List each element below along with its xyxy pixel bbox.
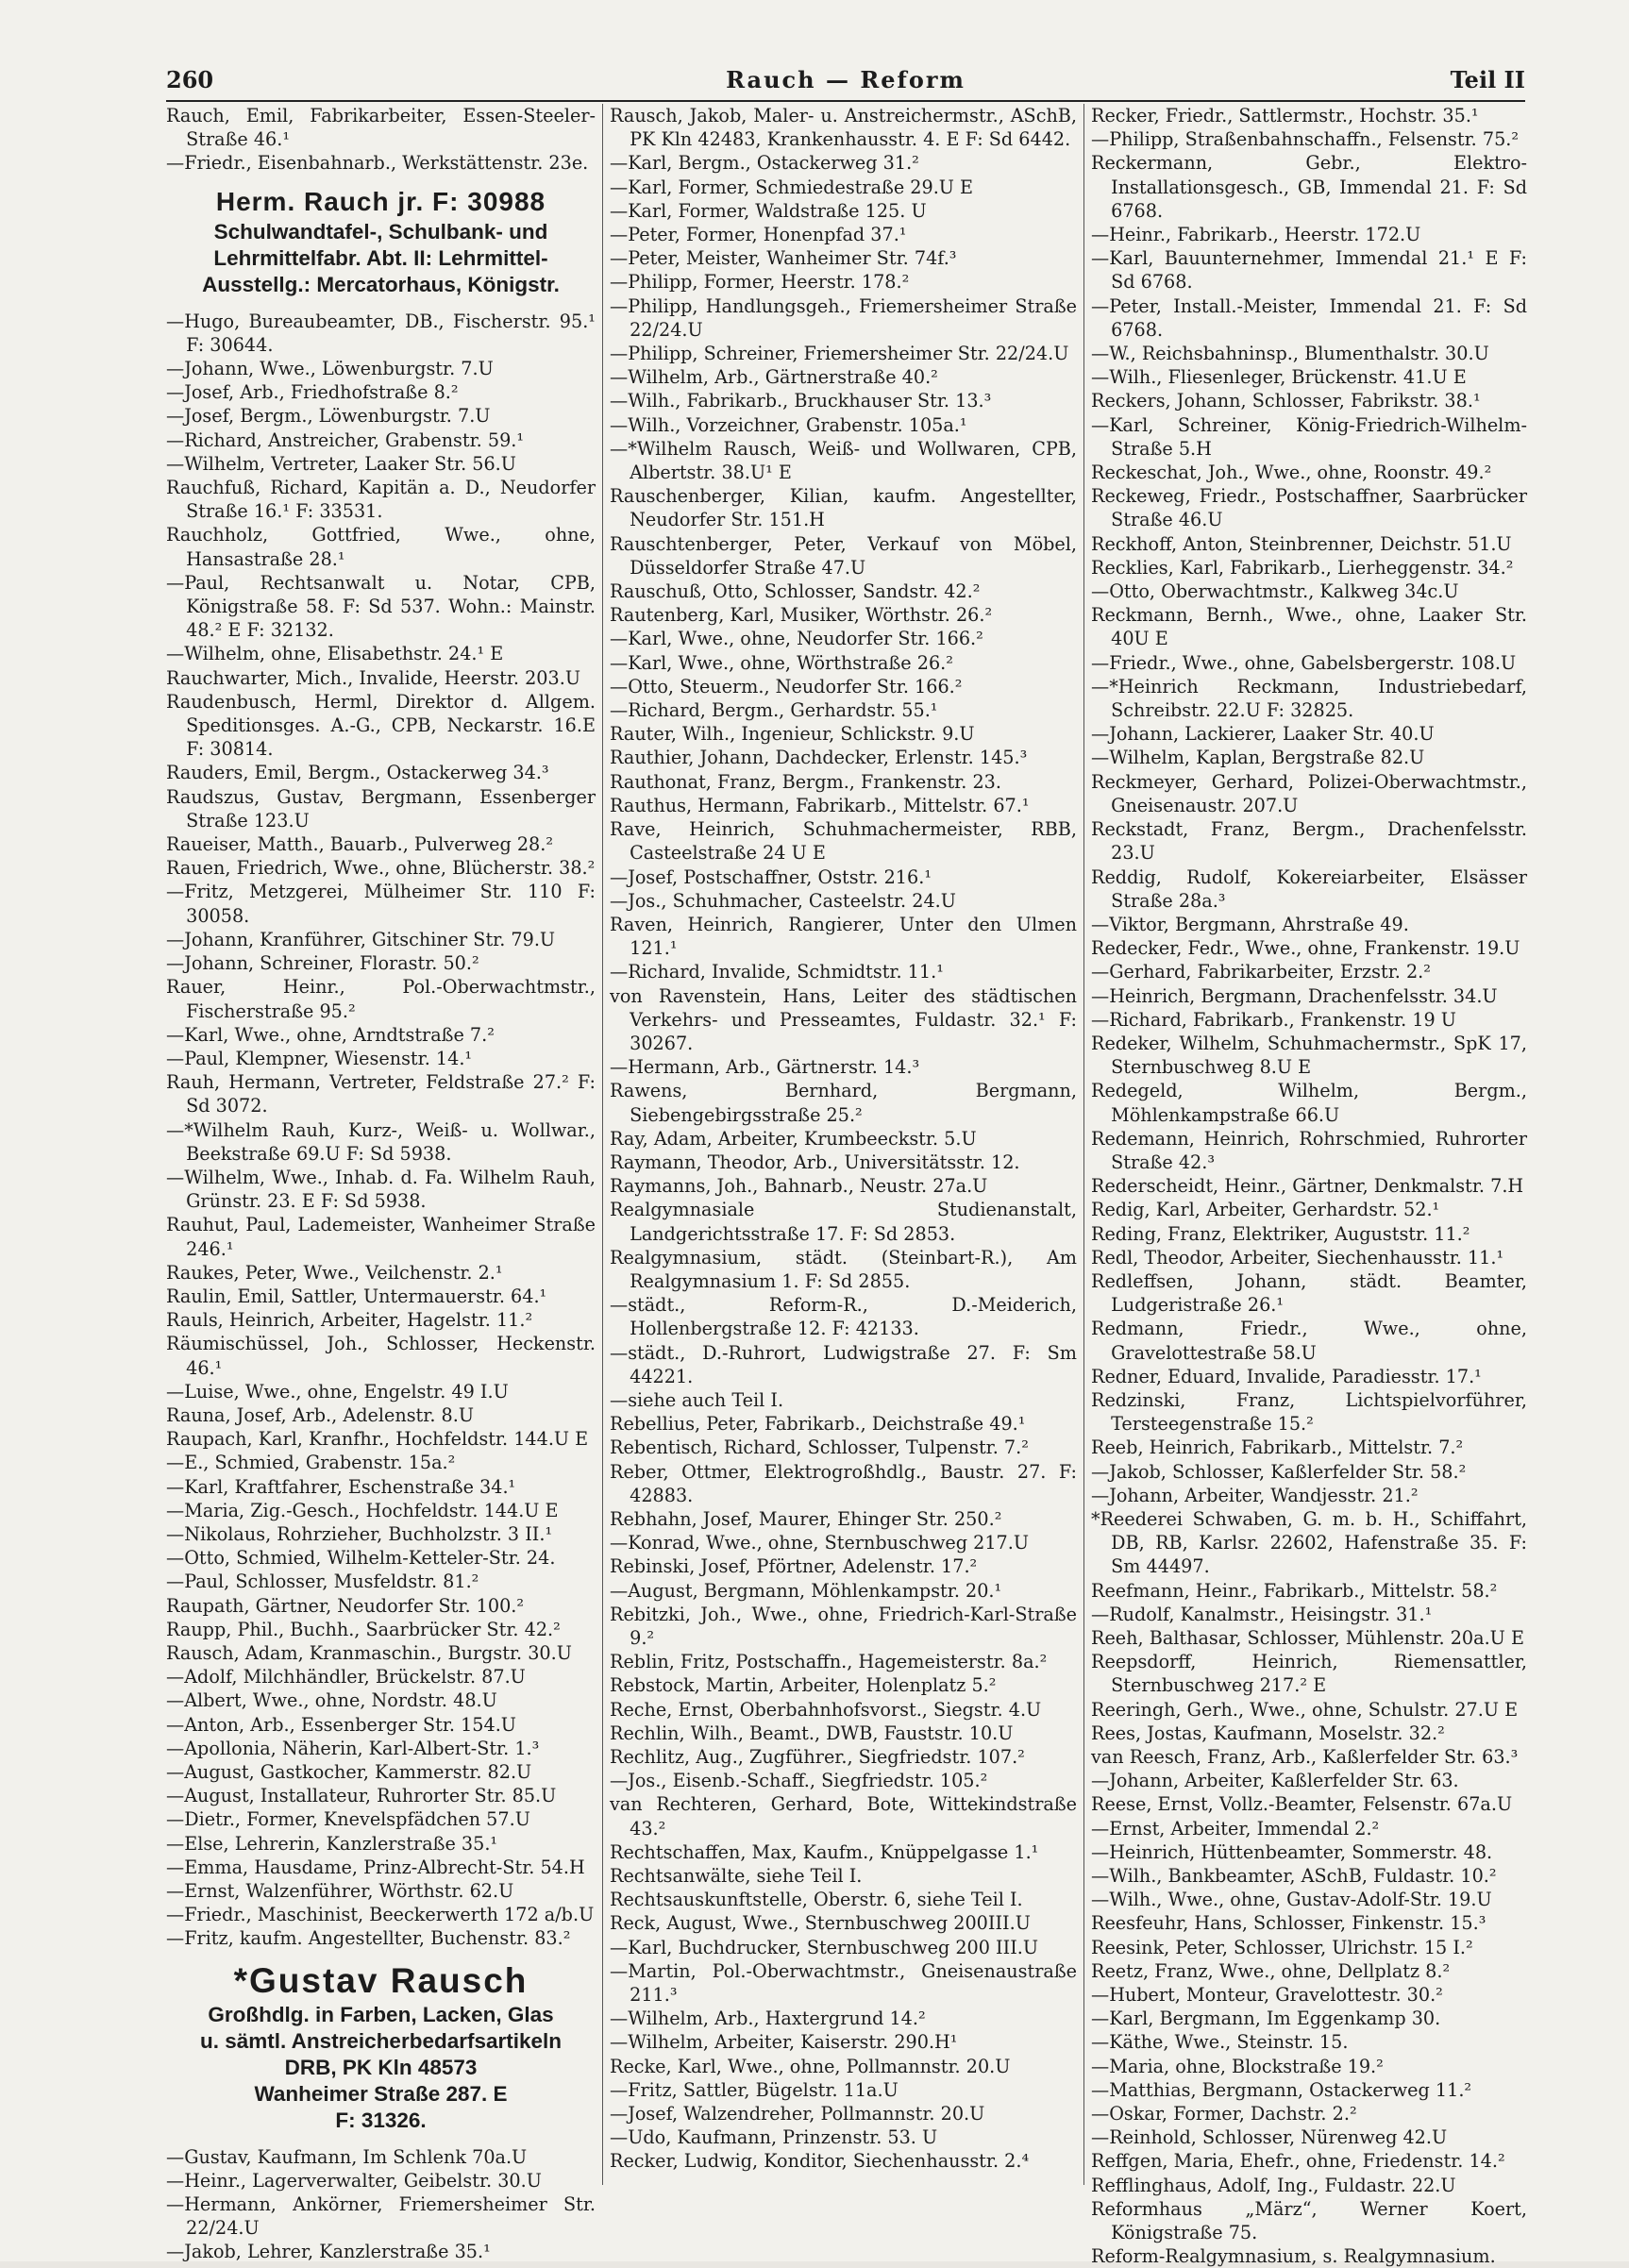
part-label: Teil II [1450,66,1525,93]
directory-entry: —Paul, Klempner, Wiesenstr. 14.¹ [166,1047,473,1069]
directory-entry: —Karl, Bergmann, Im Eggenkamp 30. [1091,2008,1441,2030]
advertisement-heading: Herm. Rauch jr. F: 30988 [215,186,546,216]
directory-entry: —Josef, Arb., Friedhofstraße 8.² [166,381,459,404]
directory-entry: Rave, Heinrich, Schuhmachermeister, RBB, Casteelstraße 24 U E [610,818,1077,865]
directory-entry: —Konrad, Wwe., ohne, Sternbuschweg 217.U [610,1532,1030,1554]
directory-entry: Rauter, Wilh., Ingenieur, Schlickstr. 9.U [610,723,975,746]
directory-entry: —Käthe, Wwe., Steinstr. 15. [1091,2031,1349,2054]
directory-entry: Rauch, Emil, Fabrikarbeiter, Essen-Steeler-Straße 46.¹ [166,105,596,151]
directory-entry: Recker, Ludwig, Konditor, Siechenhausstr. 2.⁴ [610,2150,1030,2173]
directory-entry: —Wilh., Bankbeamter, ASchB, Fuldastr. 10.² [1091,1865,1497,1888]
directory-entry: Raudszus, Gustav, Bergmann, Essenberger Straße 123.U [166,785,596,832]
directory-entry: Reformhaus „März“, Werner Koert, Königstraße 75. [1091,2197,1527,2244]
directory-entry: Reeh, Balthasar, Schlosser, Mühlenstr. 20a.U E [1091,1627,1524,1649]
directory-entry: —städt., Reform-R., D.-Meiderich, Hollenbergstraße 12. F: 42133. [610,1294,1077,1340]
directory-entry: —Fritz, Sattler, Bügelstr. 11a.U [610,2078,898,2101]
directory-entry: —Karl, Kraftfahrer, Eschenstraße 34.¹ [166,1475,516,1498]
directory-entry: —Udo, Kaufmann, Prinzenstr. 53. U [610,2126,938,2149]
directory-entry: —Richard, Fabrikarb., Frankenstr. 19 U [1091,1008,1456,1031]
directory-entry: Raupp, Phil., Buchh., Saarbrücker Str. 42.² [166,1618,561,1640]
page-number: 260 [166,66,214,93]
directory-entry: Reblin, Fritz, Postschaffn., Hagemeisterstr. 8a.² [610,1651,1048,1673]
directory-entry: Reesfeuhr, Hans, Schlosser, Finkenstr. 15.³ [1091,1912,1486,1935]
directory-entry: Rebentisch, Richard, Schlosser, Tulpenstr. 7.² [610,1436,1029,1459]
directory-entry: Reckeweg, Friedr., Postschaffner, Saarbrücker Straße 46.U [1091,485,1527,531]
directory-entry: Redl, Theodor, Arbeiter, Siechenhausstr. 11.¹ [1091,1246,1504,1268]
directory-entry: —Luise, Wwe., ohne, Engelstr. 49 I.U [166,1380,509,1403]
directory-entry: —Josef, Bergm., Löwenburgstr. 7.U [166,405,491,428]
directory-entry: Raulin, Emil, Sattler, Untermauerstr. 64.¹ [166,1285,547,1307]
directory-entry: —Anton, Arb., Essenberger Str. 154.U [166,1713,516,1736]
directory-entry: Rautenberg, Karl, Musiker, Wörthstr. 26.² [610,604,993,627]
directory-entry: —Gustav, Kaufmann, Im Schlenk 70a.U [166,2145,528,2168]
directory-entry: —Wilhelm, Arbeiter, Kaiserstr. 290.H¹ [610,2031,958,2054]
directory-entry: —Ernst, Arbeiter, Immendal 2.² [1091,1817,1380,1840]
directory-entry: Reeringh, Gerh., Wwe., ohne, Schulstr. 27.U E [1091,1698,1519,1721]
directory-entry: Rebhahn, Josef, Maurer, Ehinger Str. 250.² [610,1507,1002,1530]
directory-entry: —Johann, Kranführer, Gitschiner Str. 79.U [166,928,556,950]
directory-entry: Rauschtenberger, Peter, Verkauf von Möbel, Düsseldorfer Straße 47.U [610,532,1077,579]
directory-entry: —städt., D.-Ruhrort, Ludwigstraße 27. F: Sm 44221. [610,1341,1077,1387]
directory-entry: —Jakob, Schlosser, Kaßlerfelder Str. 58.² [1091,1460,1467,1483]
advertisement [166,1960,596,2134]
directory-entry: Raueiser, Matth., Bauarb., Pulverweg 28.² [166,833,554,856]
directory-entry: —Jos., Eisenb.-Schaff., Siegfriedstr. 105.² [610,1770,988,1792]
directory-entry: —Ernst, Walzenführer, Wörthstr. 62.U [166,1880,514,1903]
directory-entry: —Heinr., Fabrikarb., Heerstr. 172.U [1091,224,1421,246]
directory-entry: —Richard, Bergm., Gerhardstr. 55.¹ [610,699,938,722]
directory-entry: Recklies, Karl, Fabrikarb., Lierheggenstr. 34.² [1091,556,1514,579]
directory-entry: —Wilhelm, Arb., Gärtnerstraße 40.² [610,366,938,389]
directory-entry: —Karl, Buchdrucker, Sternbuschweg 200 III.U [610,1936,1039,1958]
directory-entry: Reckers, Johann, Schlosser, Fabrikstr. 38.¹ [1091,390,1481,412]
directory-entry: van Reesch, Franz, Arb., Kaßlerfelder Str. 63.³ [1091,1746,1519,1769]
directory-entry: Rechtsauskunftstelle, Oberstr. 6, siehe Teil I. [610,1889,1023,1911]
advertisement-line: Großhdlg. in Farben, Lacken, Glas [208,2002,554,2026]
directory-entry: —Paul, Rechtsanwalt u. Notar, CPB, Königstraße 58. F: Sd 537. Wohn.: Mainstr. 48.² E F: 32132. [166,571,596,642]
directory-entry: —E., Schmied, Grabenstr. 15a.² [166,1452,456,1474]
directory-entry: —Josef, Walzendreher, Pollmannstr. 20.U [610,2103,985,2125]
directory-entry: Reffgen, Maria, Ehefr., ohne, Friedenstr. 14.² [1091,2150,1505,2173]
directory-entry: Reckeschat, Joh., Wwe., ohne, Roonstr. 49.² [1091,462,1492,484]
directory-entry: Raudenbusch, Herml, Direktor d. Allgem. Speditionsges. A.-G., CPB, Neckarstr. 16.E F: 30814. [166,690,596,761]
directory-entry: Reber, Ottmer, Elektrogroßhdlg., Baustr. 27. F: 42883. [610,1460,1077,1506]
directory-entry: —Peter, Meister, Wanheimer Str. 74f.³ [610,247,957,270]
directory-entry: Rauthus, Hermann, Fabrikarb., Mittelstr. 67.¹ [610,794,1030,816]
directory-entry: —Maria, Zig.-Gesch., Hochfeldstr. 144.U E [166,1499,559,1521]
advertisement [166,185,596,298]
directory-entry: Rauen, Friedrich, Wwe., ohne, Blücherstr. 38.² [166,857,596,880]
directory-entry: —Dietr., Former, Knevelspfädchen 57.U [166,1808,530,1831]
directory-entry: Redzinski, Franz, Lichtspielvorführer, Tersteegenstraße 15.² [1091,1388,1527,1436]
directory-entry: Räumischüssel, Joh., Schlosser, Heckenstr. 46.¹ [166,1333,596,1379]
directory-entry: —Karl, Wwe., ohne, Neudorfer Str. 166.² [610,628,983,650]
directory-entry: —Otto, Oberwachtmstr., Kalkweg 34c.U [1091,580,1459,603]
directory-entry: Rechtsanwälte, siehe Teil I. [610,1865,863,1888]
column-right [1091,104,1527,2268]
directory-entry: Reform-Realgymnasium, s. Realgymnasium. [1091,2245,1496,2268]
directory-entry: —Philipp, Straßenbahnschaffn., Felsenstr. 75.² [1091,128,1520,151]
directory-entry: —Otto, Schmied, Wilhelm-Ketteler-Str. 24. [166,1547,556,1570]
directory-entry: —Philipp, Former, Heerstr. 178.² [610,271,910,294]
directory-entry: Rebitzki, Joh., Wwe., ohne, Friedrich-Karl-Straße 9.² [610,1603,1077,1649]
directory-entry: —Johann, Lackierer, Laaker Str. 40.U [1091,723,1435,746]
advertisement-line: Wanheimer Straße 287. E [254,2081,508,2106]
directory-entry: Rauthonat, Franz, Bergm., Frankenstr. 23. [610,770,1001,793]
directory-entry: —Karl, Former, Waldstraße 125. U [610,199,927,222]
directory-entry: Reckermann, Gebr., Elektro-Installationsgesch., GB, Immendal 21. F: Sd 6768. [1091,152,1527,222]
directory-entry: Rauh, Hermann, Vertreter, Feldstraße 27.² F: Sd 3072. [166,1071,596,1117]
directory-entry: Rauls, Heinrich, Arbeiter, Hagelstr. 11.² [166,1309,533,1332]
directory-entry: Rauna, Josef, Arb., Adelenstr. 8.U [166,1403,474,1426]
directory-entry: —Otto, Steuerm., Neudorfer Str. 166.² [610,675,963,697]
directory-entry: Recke, Karl, Wwe., ohne, Pollmannstr. 20.U [610,2055,1011,2077]
directory-entry: —Wilhelm, ohne, Elisabethstr. 24.¹ E [166,643,504,665]
directory-entry: Rausch, Jakob, Maler- u. Anstreichermstr., ASchB, PK Kln 42483, Krankenhausstr. 4. E F: Sd 6442. [610,105,1077,151]
directory-entry: —Wilhelm, Arb., Haxtergrund 14.² [610,2008,926,2030]
directory-entry: von Ravenstein, Hans, Leiter des städtischen Verkehrs- und Presseamtes, Fuldastr. 32.¹ F: 30267. [610,984,1077,1054]
directory-entry: —Heinr., Lagerverwalter, Geibelstr. 30.U [166,2169,542,2192]
directory-entry: Raupach, Karl, Kranfhr., Hochfeldstr. 144.U E [166,1428,589,1451]
directory-entry: —Fritz, kaufm. Angestellter, Buchenstr. 83.² [166,1927,571,1950]
directory-entry: Redegeld, Wilhelm, Bergm., Möhlenkampstraße 66.U [1091,1080,1527,1126]
page-title: Rauch — Reform [726,66,966,93]
directory-entry: Rauchholz, Gottfried, Wwe., ohne, Hansastraße 28.¹ [166,524,596,570]
advertisement-line: F: 31326. [335,2108,427,2132]
directory-entry: —Karl, Bergm., Ostackerweg 31.² [610,152,919,175]
directory-entry: Rechlin, Wilh., Beamt., DWB, Fauststr. 10.U [610,1722,1014,1744]
directory-entry: Rauhut, Paul, Lademeister, Wanheimer Straße 246.¹ [166,1214,596,1260]
directory-entry: —Reinhold, Schlosser, Nürenweg 42.U [1091,2126,1448,2149]
directory-entry: Reeb, Heinrich, Fabrikarb., Mittelstr. 7.² [1091,1436,1464,1459]
directory-entry: —Johann, Wwe., Löwenburgstr. 7.U [166,358,494,380]
column-divider [602,104,603,2185]
directory-entry: —August, Bergmann, Möhlenkampstr. 20.¹ [610,1579,1002,1602]
directory-entry: —Fritz, Metzgerei, Mülheimer Str. 110 F: 30058. [166,881,596,927]
page-header [166,62,1525,102]
directory-entry: —Oskar, Former, Dachstr. 2.² [1091,2103,1357,2125]
directory-entry: —Emma, Hausdame, Prinz-Albrecht-Str. 54.H [166,1856,585,1878]
directory-entry: —Hermann, Ankörner, Friemersheimer Str. 22/24.U [166,2193,596,2240]
directory-entry: Reckstadt, Franz, Bergm., Drachenfelsstr. 23.U [1091,818,1527,865]
directory-entry: Redmann, Friedr., Wwe., ohne, Gravelottestraße 58.U [1091,1318,1527,1364]
directory-entry: —Wilhelm, Kaplan, Bergstraße 82.U [1091,747,1425,769]
directory-entry: —Karl, Bauunternehmer, Immendal 21.¹ E F: Sd 6768. [1091,247,1527,294]
directory-entry: Refflinghaus, Adolf, Ing., Fuldastr. 22.U [1091,2174,1456,2196]
directory-entry: *Reederei Schwaben, G. m. b. H., Schiffahrt, DB, RB, Karlsr. 22602, Hafenstraße 35. F: Sm 44497. [1091,1507,1527,1578]
directory-entry: —Martin, Pol.-Oberwachtmstr., Gneisenaustraße 211.³ [610,1959,1077,2007]
directory-entry: —Wilhelm, Wwe., Inhab. d. Fa. Wilhelm Rauh, Grünstr. 23. E F: Sd 5938. [166,1166,596,1213]
directory-entry: Rebellius, Peter, Fabrikarb., Deichstraße 49.¹ [610,1413,1026,1436]
directory-entry: Raven, Heinrich, Rangierer, Unter den Ulmen 121.¹ [610,913,1077,960]
directory-entry: —Heinrich, Bergmann, Drachenfelsstr. 34.U [1091,984,1498,1007]
directory-entry: —Friedr., Wwe., ohne, Gabelsbergerstr. 108.U [1091,651,1517,674]
directory-entry: Raupath, Gärtner, Neudorfer Str. 100.² [166,1594,525,1617]
directory-entry: —Wilhelm, Vertreter, Laaker Str. 56.U [166,452,516,475]
directory-entry: Rausch, Adam, Kranmaschin., Burgstr. 30.U [166,1641,572,1664]
directory-entry: —Richard, Anstreicher, Grabenstr. 59.¹ [166,428,525,451]
directory-entry: Reding, Franz, Elektriker, Auguststr. 11.² [1091,1222,1470,1245]
directory-entry: —Jos., Schuhmacher, Casteelstr. 24.U [610,889,956,912]
directory-entry: —Karl, Wwe., ohne, Wörthstraße 26.² [610,651,953,674]
directory-entry: —Richard, Invalide, Schmidtstr. 11.¹ [610,961,944,983]
directory-entry: —Philipp, Handlungsgeh., Friemersheimer Straße 22/24.U [610,294,1077,341]
directory-entry: —Heinrich, Hüttenbeamter, Sommerstr. 48. [1091,1840,1493,1863]
directory-entry: Reckmeyer, Gerhard, Polizei-Oberwachtmstr., Gneisenaustr. 207.U [1091,770,1527,816]
directory-entry: Raymanns, Joh., Bahnarb., Neustr. 27a.U [610,1175,988,1198]
directory-entry: —August, Gastkocher, Kammerstr. 82.U [166,1761,532,1783]
directory-entry: —Albert, Wwe., ohne, Nordstr. 48.U [166,1689,497,1712]
directory-entry: —Paul, Schlosser, Musfeldstr. 81.² [166,1571,479,1593]
directory-entry: —Johann, Schreiner, Florastr. 50.² [166,952,479,975]
directory-entry: Rawens, Bernhard, Bergmann, Siebengebirgsstraße 25.² [610,1080,1077,1126]
directory-entry: —Nikolaus, Rohrzieher, Buchholzstr. 3 II.¹ [166,1522,553,1545]
directory-entry: —Philipp, Schreiner, Friemersheimer Str. 22/24.U [610,343,1069,365]
directory-entry: —Wilh., Vorzeichner, Grabenstr. 105a.¹ [610,413,967,436]
directory-entry: Recker, Friedr., Sattlermstr., Hochstr. 35.¹ [1091,105,1479,126]
directory-entry: Rauchwarter, Mich., Invalide, Heerstr. 203.U [166,666,580,689]
directory-entry: Redig, Karl, Arbeiter, Gerhardstr. 52.¹ [1091,1199,1440,1221]
directory-entry: —siehe auch Teil I. [610,1388,784,1411]
advertisement-line: Lehrmittelfabr. Abt. II: Lehrmittel- [213,245,548,270]
directory-entry: —Jakob, Lehrer, Kanzlerstraße 35.¹ [166,2241,491,2263]
directory-entry: Rauchfuß, Richard, Kapitän a. D., Neudorfer Straße 16.¹ F: 33531. [166,477,596,523]
directory-entry: —Peter, Install.-Meister, Immendal 21. F: Sd 6768. [1091,294,1527,341]
directory-entry: Rauthier, Johann, Dachdecker, Erlenstr. 145.³ [610,747,1028,769]
directory-entry: —Apollonia, Näherin, Karl-Albert-Str. 1.³ [166,1737,540,1759]
directory-entry: —Josef, Postschaffner, Oststr. 216.¹ [610,865,932,888]
directory-entry: Rauschenberger, Kilian, kaufm. Angestellter, Neudorfer Str. 151.H [610,485,1077,531]
directory-entry: Realgymnasium, städt. (Steinbart-R.), Am Realgymnasium 1. F: Sd 2855. [610,1246,1077,1292]
directory-entry: Rebinski, Josef, Pförtner, Adelenstr. 17.² [610,1555,978,1578]
directory-entry: —Johann, Arbeiter, Kaßlerfelder Str. 63. [1091,1770,1459,1792]
directory-entry: —Karl, Schreiner, König-Friedrich-Wilhelm-Straße 5.H [1091,413,1527,460]
advertisement-line: Schulwandtafel-, Schulbank- und [213,219,548,244]
column-left [166,104,596,2263]
directory-entry: —Wilh., Wwe., ohne, Gustav-Adolf-Str. 19.U [1091,1889,1492,1911]
directory-entry: —Else, Lehrerin, Kanzlerstraße 35.¹ [166,1832,498,1855]
directory-entry: —*Wilhelm Rausch, Weiß- und Wollwaren, CPB, Albertstr. 38.U¹ E [610,437,1077,484]
directory-entry: —Karl, Wwe., ohne, Arndtstraße 7.² [166,1023,495,1046]
directory-entry: —Peter, Former, Honenpfad 37.¹ [610,224,907,246]
directory-entry: Reckmann, Bernh., Wwe., ohne, Laaker Str. 40U E [1091,604,1527,650]
directory-entry: Reesink, Peter, Schlosser, Ulrichstr. 15 I.² [1091,1936,1473,1958]
directory-entry: Rauders, Emil, Bergm., Ostackerweg 34.³ [166,762,549,784]
directory-entry: Reefmann, Heinr., Fabrikarb., Mittelstr. 58.² [1091,1579,1498,1602]
directory-entry: Ray, Adam, Arbeiter, Krumbeeckstr. 5.U [610,1127,977,1150]
directory-entry: —Wilh., Fabrikarb., Bruckhauser Str. 13.³ [610,390,992,412]
directory-entry: —*Heinrich Reckmann, Industriebedarf, Schreibstr. 22.U F: 32825. [1091,675,1527,722]
directory-entry: van Rechteren, Gerhard, Bote, Wittekindstraße 43.² [610,1793,1077,1840]
directory-entry: Rauer, Heinr., Pol.-Oberwachtmstr., Fischerstraße 95.² [166,976,596,1022]
directory-entry: —*Wilhelm Rauh, Kurz-, Weiß- u. Wollwar., Beekstraße 69.U F: Sd 5938. [166,1118,596,1165]
directory-entry: —Friedr., Eisenbahnarb., Werkstättenstr. 23e. [166,152,589,175]
advertisement-line: u. sämtl. Anstreicherbedarfsartikeln [199,2028,563,2053]
directory-entry: Realgymnasiale Studienanstalt, Landgerichtsstraße 17. F: Sd 2853. [610,1199,1077,1245]
advertisement-heading: *Gustav Rausch [233,1960,529,2000]
column-middle [610,104,1077,2190]
directory-entry: —Hermann, Arb., Gärtnerstr. 14.³ [610,1056,920,1079]
directory-entry: Redecker, Fedr., Wwe., ohne, Frankenstr. 19.U [1091,937,1520,960]
directory-entry: —Matthias, Bergmann, Ostackerweg 11.² [1091,2078,1472,2101]
directory-entry: Raymann, Theodor, Arb., Universitätsstr. 12. [610,1151,1020,1173]
directory-entry: Reck, August, Wwe., Sternbuschweg 200III.U [610,1912,1031,1935]
directory-entry: Redeker, Wilhelm, Schuhmachermstr., SpK 17, Sternbuschweg 8.U E [1091,1032,1527,1079]
directory-entry: —Friedr., Maschinist, Beeckerwerth 172 a/b.U [166,1904,595,1926]
directory-entry: —Johann, Arbeiter, Wandjesstr. 21.² [1091,1484,1419,1506]
directory-entry: Reese, Ernst, Vollz.-Beamter, Felsenstr. 67a.U [1091,1793,1513,1816]
directory-entry: —Rudolf, Kanalmstr., Heisingstr. 31.¹ [1091,1603,1433,1625]
directory-entry: Redner, Eduard, Invalide, Paradiesstr. 17.¹ [1091,1365,1482,1387]
directory-entry: Rauschuß, Otto, Schlosser, Sandstr. 42.² [610,580,981,603]
directory-entry: —Hugo, Bureaubeamter, DB., Fischerstr. 95.¹ F: 30644. [166,310,596,356]
directory-entry: Reckhoff, Anton, Steinbrenner, Deichstr. 51.U [1091,532,1512,555]
directory-entry: —W., Reichsbahninsp., Blumenthalstr. 30.U [1091,343,1489,365]
directory-entry: Redemann, Heinrich, Rohrschmied, Ruhrorter Straße 42.³ [1091,1127,1527,1173]
directory-entry: Raukes, Peter, Wwe., Veilchenstr. 2.¹ [166,1261,503,1284]
directory-entry: Rechlitz, Aug., Zugführer., Siegfriedstr. 107.² [610,1746,1025,1769]
directory-entry: —Viktor, Bergmann, Ahrstraße 49. [1091,913,1409,935]
advertisement-line: DRB, PK Kln 48573 [284,2055,478,2079]
directory-entry: Reepsdorff, Heinrich, Riemensattler, Sternbuschweg 217.² E [1091,1651,1527,1697]
column-divider [1083,104,1084,2185]
directory-entry: —Hubert, Monteur, Gravelottestr. 30.² [1091,1984,1443,2007]
directory-entry: Redleffsen, Johann, städt. Beamter, Ludgeristraße 26.¹ [1091,1269,1527,1317]
directory-entry: Rebstock, Martin, Arbeiter, Holenplatz 5.² [610,1674,997,1697]
directory-entry: —Karl, Former, Schmiedestraße 29.U E [610,176,974,198]
directory-entry: Reetz, Franz, Wwe., ohne, Dellplatz 8.² [1091,1959,1451,1982]
directory-entry: Reddig, Rudolf, Kokereiarbeiter, Elsässer Straße 28a.³ [1091,865,1527,912]
directory-entry: —August, Installateur, Ruhrorter Str. 85.U [166,1785,557,1807]
directory-entry: Rederscheidt, Heinr., Gärtner, Denkmalstr. 7.H [1091,1175,1524,1198]
directory-entry: —Gerhard, Fabrikarbeiter, Erzstr. 2.² [1091,961,1431,983]
directory-entry: Rechtschaffen, Max, Kaufm., Knüppelgasse 1.¹ [610,1840,1039,1863]
directory-entry: Rees, Jostas, Kaufmann, Moselstr. 32.² [1091,1722,1445,1744]
directory-entry: Reche, Ernst, Oberbahnhofsvorst., Siegstr. 4.U [610,1698,1042,1721]
directory-entry: —Wilh., Fliesenleger, Brückenstr. 41.U E [1091,366,1467,389]
directory-entry: —Adolf, Milchhändler, Brückelstr. 87.U [166,1666,526,1688]
directory-entry: —Maria, ohne, Blockstraße 19.² [1091,2055,1384,2077]
advertisement-line: Ausstellg.: Mercatorhaus, Königstr. [202,272,560,296]
